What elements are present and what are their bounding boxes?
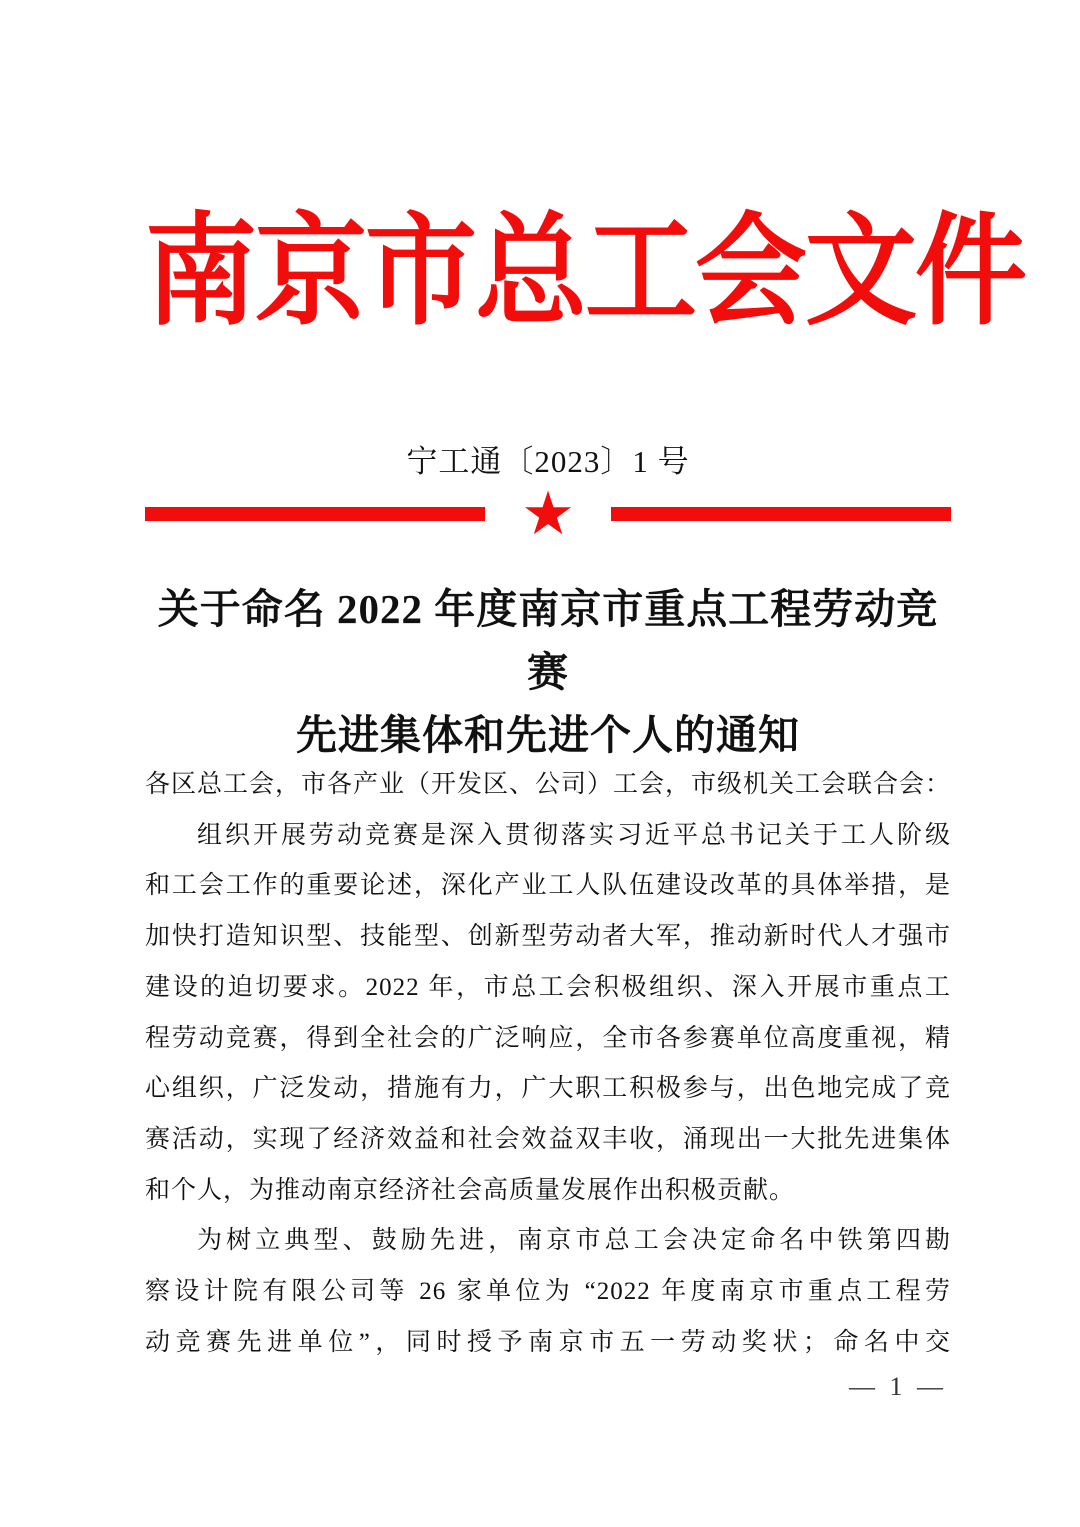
document-title-line2: 先进集体和先进个人的通知 — [296, 712, 800, 758]
masthead-title: 南京市总工会文件 — [145, 206, 1025, 340]
body-line: 和个人，为推动南京经济社会高质量发展作出积极贡献。 — [145, 1176, 796, 1204]
star-icon: ★ — [521, 479, 575, 549]
divider-line-left — [145, 507, 485, 521]
body-line: 建设的迫切要求。2022 年，市总工会积极组织、深入开展市重点工 — [145, 973, 951, 1001]
body-line: 动竞赛先进单位”，同时授予南京市五一劳动奖状；命名中交 — [145, 1328, 951, 1356]
body-line: 加快打造知识型、技能型、创新型劳动者大军，推动新时代人才强市 — [145, 923, 951, 951]
document-number: 宁工通〔2023〕1 号 — [406, 444, 690, 479]
body-line: 程劳动竞赛，得到全社会的广泛响应，全市各参赛单位高度重视，精 — [145, 1024, 951, 1052]
body-line: 心组织，广泛发动，措施有力，广大职工积极参与，出色地完成了竞 — [145, 1075, 951, 1103]
body-line: 和工会工作的重要论述，深化产业工人队伍建设改革的具体举措，是 — [145, 872, 951, 900]
document-body — [145, 760, 951, 1368]
body-line: 组织开展劳动竞赛是深入贯彻落实习近平总书记关于工人阶级 — [197, 821, 951, 849]
body-line: 各区总工会，市各产业（开发区、公司）工会，市级机关工会联合会： — [145, 771, 952, 798]
body-line: 察设计院有限公司等 26 家单位为 “2022 年度南京市重点工程劳 — [145, 1278, 951, 1306]
document-title-line1: 关于命名 2022 年度南京市重点工程劳动竞赛 — [157, 586, 939, 695]
document-title — [145, 578, 951, 767]
page-number: — 1 — — [849, 1372, 947, 1401]
divider-line-right — [611, 507, 951, 521]
body-line: 赛活动，实现了经济效益和社会效益双丰收，涌现出一大批先进集体 — [145, 1125, 951, 1153]
body-line: 为树立典型、鼓励先进，南京市总工会决定命名中铁第四勘 — [197, 1227, 951, 1255]
red-divider — [145, 479, 951, 549]
